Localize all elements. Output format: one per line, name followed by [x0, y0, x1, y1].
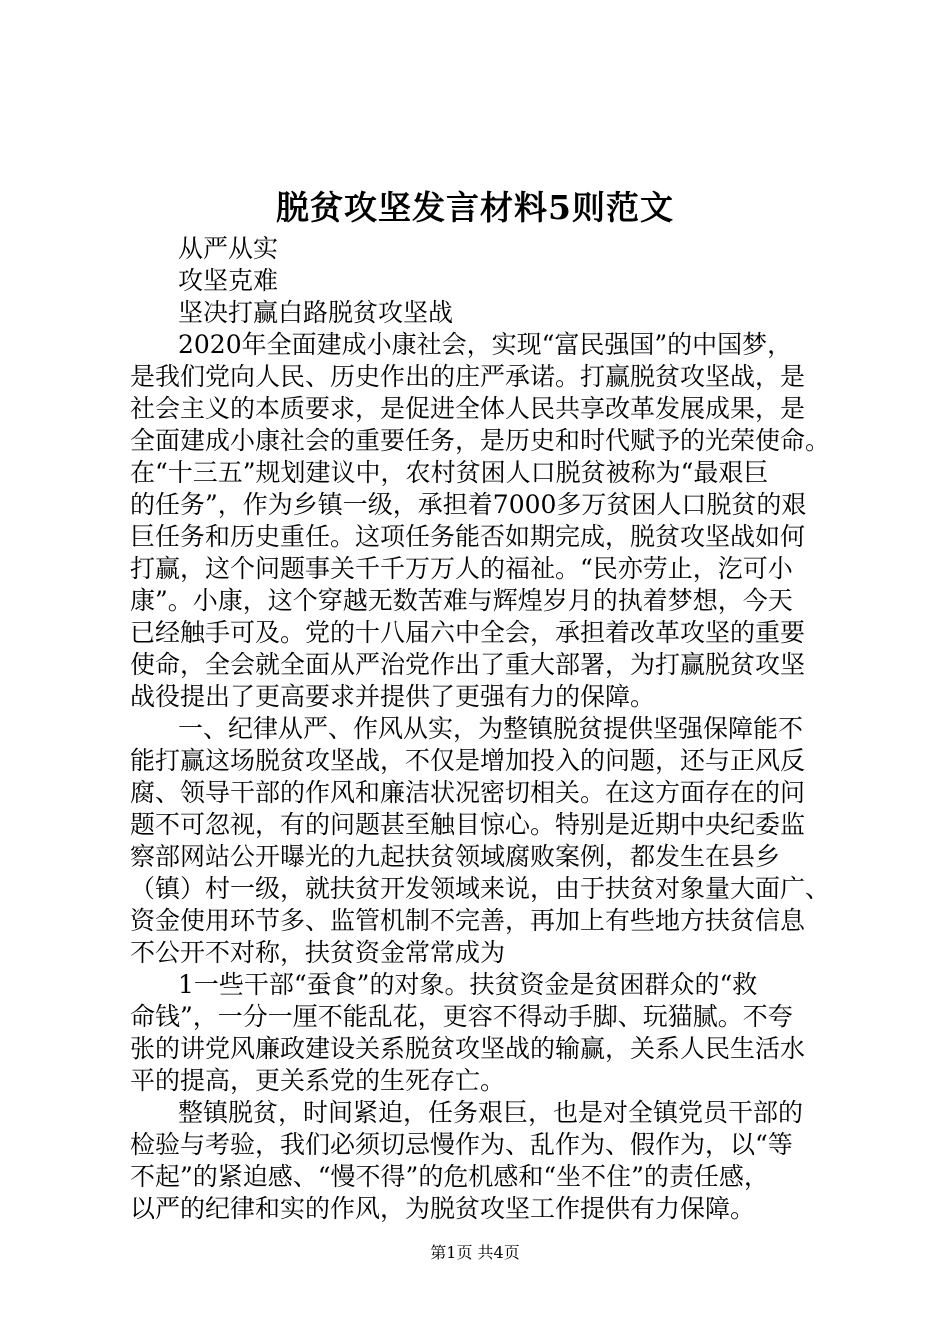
text-line: 在“十三五”规划建议中，农村贫困人口脱贫被称为“最艰巨: [130, 458, 769, 487]
text-line: 平的提高，更关系党的生死存亡。: [130, 1066, 506, 1095]
text-line: 巨任务和历史重任。这项任务能否如期完成，脱贫攻坚战如何: [130, 522, 806, 551]
text-line: 从严从实: [178, 234, 279, 263]
text-line: 一、纪律从严、作风从实，为整镇脱贫提供坚强保障能不: [178, 714, 804, 743]
text-line: 打赢，这个问题事关千千万万人的福祉。“民亦劳止，汔可小: [130, 554, 793, 583]
text-line: 察部网站公开曝光的九起扶贫领域腐败案例，都发生在县乡: [130, 842, 781, 871]
text-line: （镇）村一级，就扶贫开发领域来说，由于扶贫对象量大面广、: [130, 874, 831, 903]
text-line: 张的讲党风廉政建设关系脱贫攻坚战的输赢，关系人民生活水: [130, 1034, 806, 1063]
text-line: 整镇脱贫，时间紧迫，任务艰巨，也是对全镇党员干部的: [178, 1098, 804, 1127]
text-line: 战役提出了更高要求并提供了更强有力的保障。: [130, 682, 656, 711]
text-line: 1一些干部“蚕食”的对象。扶贫资金是贫困群众的“救: [178, 970, 758, 999]
text-line: 腐、领导干部的作风和廉洁状况密切相关。在这方面存在的问: [130, 778, 806, 807]
text-line: 题不可忽视，有的问题甚至触目惊心。特别是近期中央纪委监: [130, 810, 806, 839]
text-line: 不公开不对称，扶贫资金常常成为: [130, 938, 506, 967]
text-line: 能打赢这场脱贫攻坚战，不仅是增加投入的问题，还与正风反: [130, 746, 806, 775]
text-line: 检验与考验，我们必须切忌慢作为、乱作为、假作为，以“等: [130, 1130, 793, 1159]
text-line: 资金使用环节多、监管机制不完善，再加上有些地方扶贫信息: [130, 906, 806, 935]
text-line: 社会主义的本质要求，是促进全体人民共享改革发展成果，是: [130, 394, 806, 423]
page-number-footer: 第1页 共4页: [430, 1243, 520, 1262]
text-line: 2020年全面建成小康社会，实现“富民强国”的中国梦，: [178, 330, 793, 359]
document-body: [130, 233, 832, 1225]
text-line: 坚决打赢白路脱贫攻坚战: [178, 298, 454, 327]
text-line: 康”。小康，这个穿越无数苦难与辉煌岁月的执着梦想，今天: [130, 586, 793, 615]
text-line: 全面建成小康社会的重要任务，是历史和时代赋予的光荣使命。: [130, 426, 831, 455]
page-title: 脱贫攻坚发言材料5则范文: [276, 188, 674, 227]
text-line: 是我们党向人民、历史作出的庄严承诺。打赢脱贫攻坚战，是: [130, 362, 806, 391]
text-line: 命钱”，一分一厘不能乱花，更容不得动手脚、玩猫腻。不夸: [130, 1002, 793, 1031]
text-line: 以严的纪律和实的作风，为脱贫攻坚工作提供有力保障。: [130, 1194, 756, 1223]
text-line: 已经触手可及。党的十八届六中全会，承担着改革攻坚的重要: [130, 618, 806, 647]
text-line: 的任务”，作为乡镇一级，承担着7000多万贫困人口脱贫的艰: [130, 490, 807, 519]
text-line: 使命，全会就全面从严治党作出了重大部署，为打赢脱贫攻坚: [130, 650, 806, 679]
text-line: 攻坚克难: [178, 266, 279, 295]
text-line: 不起”的紧迫感、“慢不得”的危机感和“坐不住”的责任感，: [130, 1162, 769, 1191]
